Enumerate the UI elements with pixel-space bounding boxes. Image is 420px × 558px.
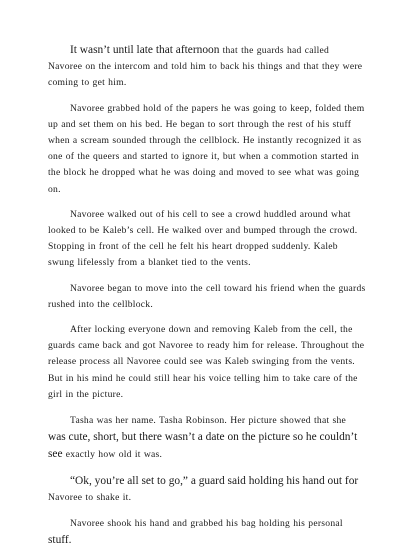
paragraph-4-text: Navoree began to move into the cell toward his friend when the guards rushed into the cellblock. [48, 282, 366, 310]
paragraph-8 [48, 515, 366, 549]
paragraph-7 [48, 473, 366, 506]
paragraph-3 [48, 207, 366, 272]
paragraph-8-text: Navoree shook his hand and grabbed his bag holding his personal [70, 518, 343, 530]
paragraph-6 [48, 412, 366, 464]
paragraph-5 [48, 322, 366, 403]
paragraph-3-text: Navoree walked out of his cell to see a crowd huddled around what looked to be Kaleb’s cell. He walked over and bumped through the crowd. Stopping in front of the cell he felt his heart dropped suddenly. Kaleb swung lifelessly from a blanket tied to the vents. [48, 208, 358, 269]
paragraph-6-text: Tasha was her name. Tasha Robinson. Her picture showed that she [70, 415, 347, 427]
paragraph-1 [48, 42, 366, 92]
paragraph-1-text: that the guards had called Navoree on the intercom and told him to back his things and that they were coming to get him. [48, 45, 363, 89]
paragraph-7-lead: “Ok, you’re all set to go,” a guard said holding his hand out for [70, 474, 359, 487]
body-text [48, 42, 366, 558]
paragraph-2 [48, 101, 366, 198]
paragraph-8-tail: stuff. [48, 534, 72, 547]
paragraph-7-text: Navoree to shake it. [48, 491, 132, 503]
paragraph-6-rest: exactly how old it was. [62, 449, 163, 461]
paragraph-4 [48, 281, 366, 313]
paragraph-1-lead: It wasn’t until late that afternoon [70, 44, 220, 56]
paragraph-2-text: Navoree grabbed hold of the papers he was going to keep, folded them up and set them on his bed. He began to sort through the rest of his stuff when a scream sounded through the cellblock. He instantly recognized it as one of the queers and started to ignore it, but when a commotion started in the block he dropped what he was doing and moved to see what was going on. [48, 102, 365, 195]
paragraph-6-tail: was cute, short, but there wasn’t a date on the picture so he couldn’t see [48, 431, 358, 461]
paragraph-5-text: After locking everyone down and removing Kaleb from the cell, the guards came back and got Navoree to ready him for release. Throughout the release process all Navoree could see was Kaleb swinging from the vents. But in his mind he could still hear his voice telling him to take care of the girl in the picture. [48, 324, 365, 400]
